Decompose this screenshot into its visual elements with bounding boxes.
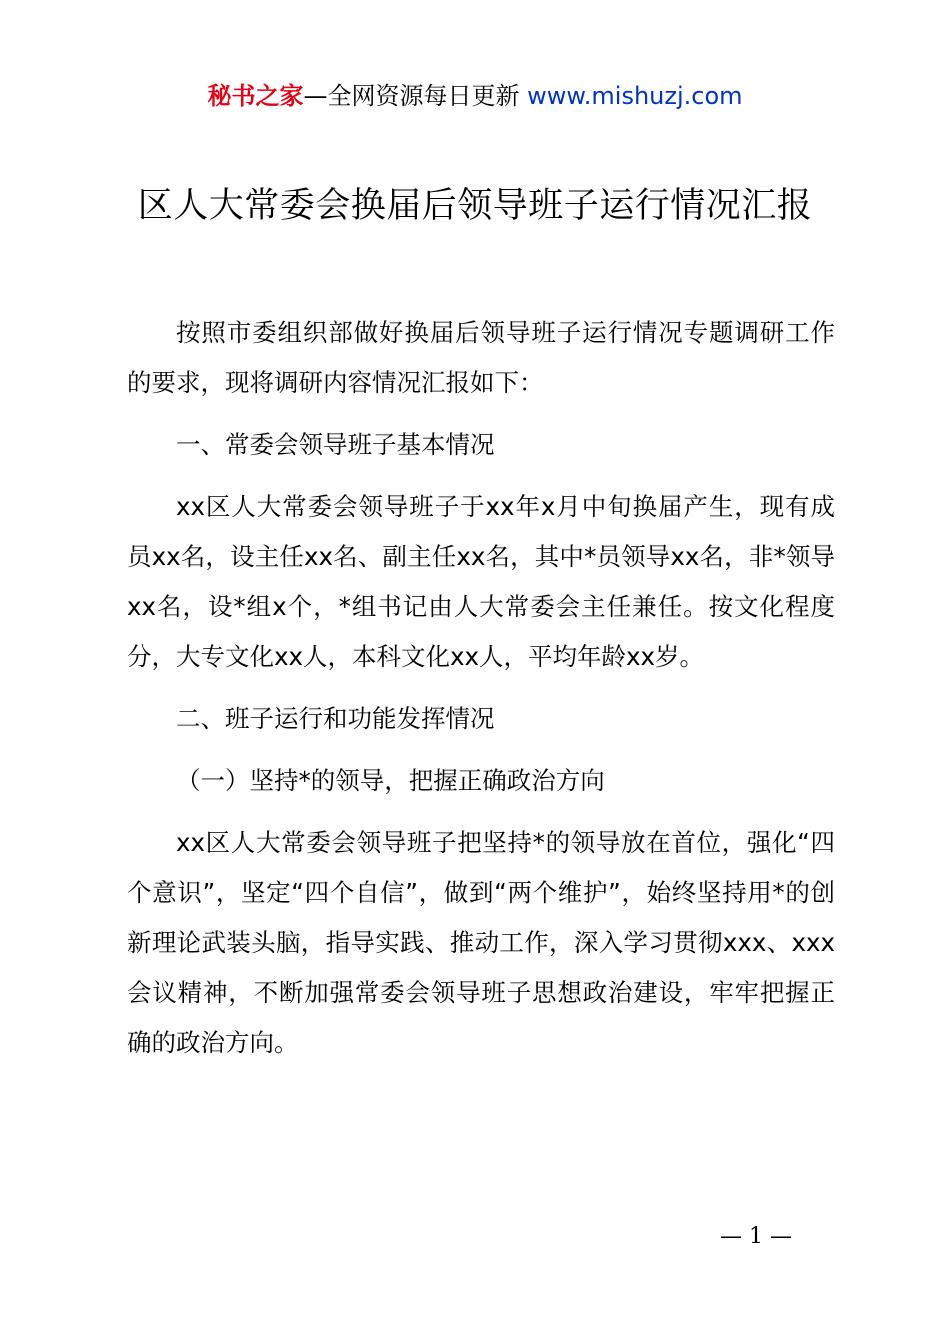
brand-name: 秘书之家 <box>207 82 304 110</box>
document-title: 区人大常委会换届后领导班子运行情况汇报 <box>137 186 813 226</box>
subsection-heading-1: （一）坚持*的领导，把握正确政治方向 <box>176 766 605 795</box>
page-number: — 1 — <box>720 1224 792 1249</box>
site-url-link[interactable]: www.mishuzj.com <box>527 82 743 110</box>
banner-slogan: —全网资源每日更新 <box>303 82 528 110</box>
document-body <box>127 308 835 1080</box>
section-heading-1: 一、常委会领导班子基本情况 <box>176 430 495 459</box>
paragraph-intro: 按照市委组织部做好换届后领导班子运行情况专题调研工作的要求，现将调研内容情况汇报如下： <box>127 318 835 397</box>
paragraph-leadership: xx区人大常委会领导班子把坚持*的领导放在首位，强化“四个意识”，坚定“四个自信”，做到“两个维护”，始终坚持用*的创新理论武装头脑，指导实践、推动工作，深入学习贯彻xxx、xxx会议精神，不断加强常委会领导班子思想政治建设，牢牢把握正确的政治方向。 <box>127 828 835 1057</box>
section-heading-2: 二、班子运行和功能发挥情况 <box>176 704 495 733</box>
site-banner <box>0 80 950 112</box>
paragraph-basic-info: xx区人大常委会领导班子于xx年x月中旬换届产生，现有成员xx名，设主任xx名、副主任xx名，其中*员领导xx名，非*领导xx名，设*组x个，*组书记由人大常委会主任兼任。按文化程度分，大专文化xx人，本科文化xx人，平均年龄xx岁。 <box>127 492 835 671</box>
